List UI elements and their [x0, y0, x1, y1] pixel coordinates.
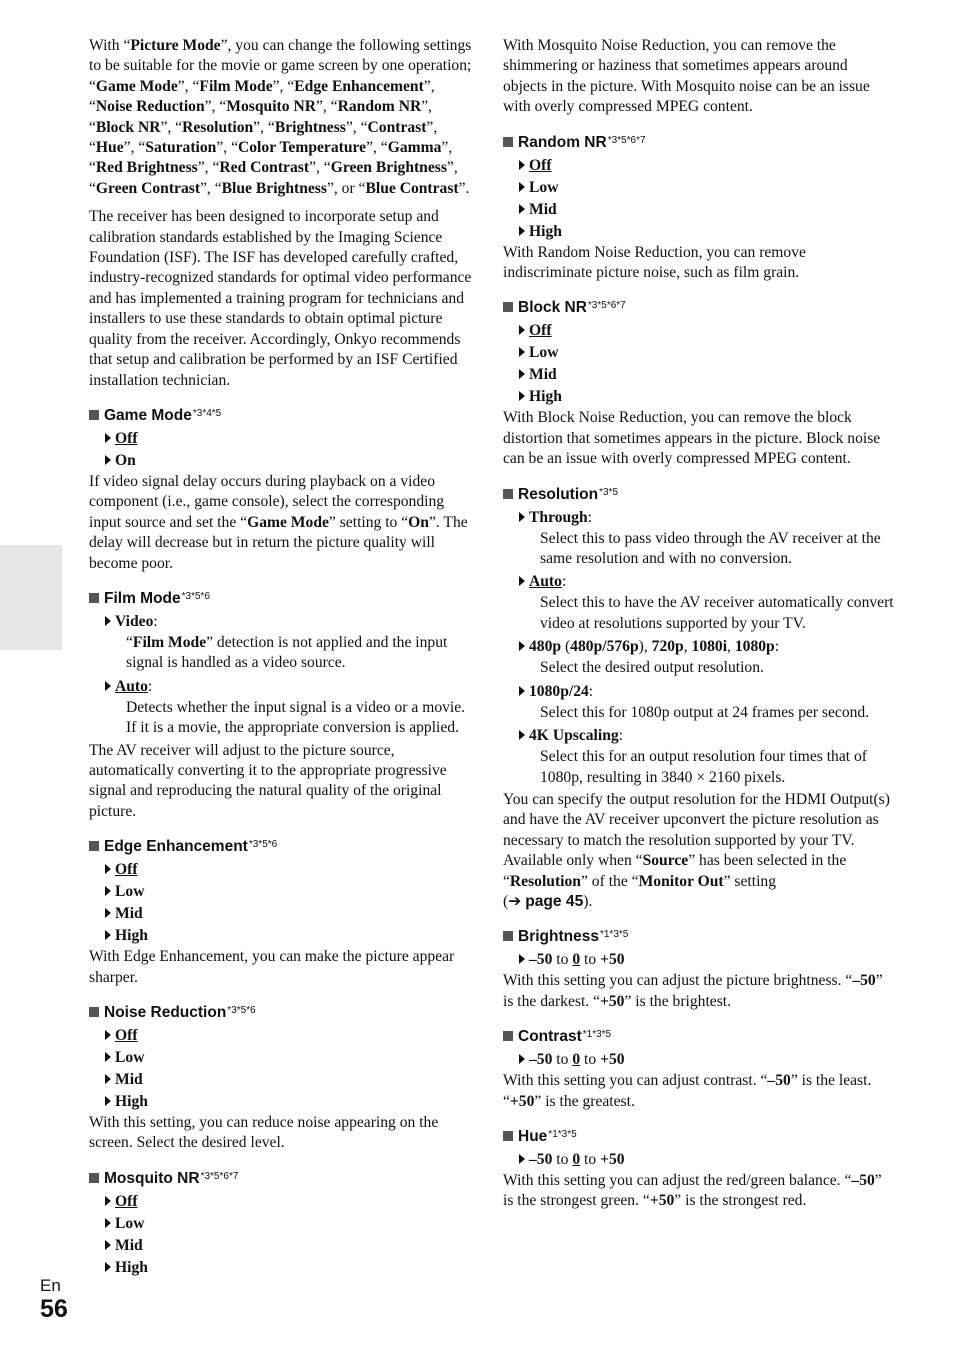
triangle-right-icon — [105, 1096, 111, 1106]
option-item: Low — [105, 881, 475, 903]
triangle-right-icon — [105, 433, 111, 443]
option-item: Off — [519, 155, 895, 177]
option-item: Off — [519, 320, 895, 342]
triangle-right-icon — [105, 1074, 111, 1084]
game-mode-description: If video signal delay occurs during playback on a video component (i.e., game console), select the corresponding input source and set the “Game Mode” setting to “On”. The delay will decrease but in return the picture quality will become poor. — [89, 472, 468, 572]
triangle-right-icon — [105, 1196, 111, 1206]
square-bullet-icon — [89, 841, 99, 851]
intro-paragraph: With “Picture Mode”, you can change the following settings to be suitable for the movie or game screen by one operation; “Game Mode”, “Film Mode”, “Edge Enhancement”, “Noise Reduction”, “Mosquito NR”, “Random NR”, “Block NR”, “Resolution”, “Brightness”, “Contrast”, “Hue”, “Saturation”, “Color Temperature”, “Gamma”, “Red Brightness”, “Red Contrast”, “Green Brightness”, “Green Contrast”, “Blue Brightness”, or “Blue Contrast”. — [89, 37, 472, 197]
triangle-right-icon — [105, 1240, 111, 1250]
option-item: Mid — [519, 199, 895, 221]
triangle-right-icon — [105, 616, 111, 626]
triangle-right-icon — [519, 325, 525, 335]
resolution-note: Available only when “Source” has been selected in the “Resolution” of the “Monitor Out” setting (➔ page 45). — [503, 852, 847, 910]
option-item: On — [105, 450, 475, 472]
triangle-right-icon — [519, 1154, 525, 1164]
option-item: Mid — [105, 1235, 475, 1257]
triangle-right-icon — [105, 930, 111, 940]
option-item: 4K Upscaling: — [519, 725, 895, 747]
triangle-right-icon — [519, 391, 525, 401]
film-mode-heading: Film Mode$^{*3*5*6}$ — [89, 587, 475, 609]
option-item: Auto: — [105, 676, 475, 698]
triangle-right-icon — [519, 160, 525, 170]
random-nr-description: With Random Noise Reduction, you can remove indiscriminate picture noise, such as film grain. — [503, 243, 806, 282]
triangle-right-icon — [105, 1262, 111, 1272]
range-item: –50 to 0 to +50 — [519, 949, 895, 971]
triangle-right-icon — [519, 369, 525, 379]
square-bullet-icon — [89, 593, 99, 603]
option-item: Low — [105, 1047, 475, 1069]
option-item: Mid — [519, 364, 895, 386]
option-item: Mid — [105, 1069, 475, 1091]
option-item: Low — [519, 342, 895, 364]
option-item: 1080p/24: — [519, 681, 895, 703]
square-bullet-icon — [89, 1173, 99, 1183]
range-item: –50 to 0 to +50 — [519, 1049, 895, 1071]
mosquito-nr-description: With Mosquito Noise Reduction, you can remove the shimmering or haziness that sometimes appears around objects in the picture. With Mosquito noise can be an issue with overly compressed MPEG content. — [503, 37, 870, 116]
random-nr-heading: Random $NR^{*3*5*6*7}$ — [503, 131, 895, 153]
brightness-description: With this setting you can adjust the picture brightness. “–50” is the darkest. “+50” is the brightest. — [503, 972, 883, 1010]
option-item: Off — [105, 1191, 475, 1213]
triangle-right-icon — [519, 576, 525, 586]
triangle-right-icon — [519, 730, 525, 740]
resolution-description: You can specify the output resolution for the HDMI Output(s) and have the AV receiver upconvert the picture resolution as necessary to match the resolution supported by your TV. — [503, 790, 890, 849]
contrast-heading: Contrast$^{*1*3*5}$ — [503, 1025, 895, 1047]
triangle-right-icon — [105, 1218, 111, 1228]
triangle-right-icon — [105, 908, 111, 918]
left-column — [89, 36, 475, 1279]
hue-description: With this setting you can adjust the red/green balance. “–50” is the strongest green. “+50” is the strongest red. — [503, 1171, 882, 1210]
option-description: Detects whether the input signal is a video or a movie. If it is a movie, the appropriate conversion is applied. — [126, 698, 466, 737]
option-item: High — [105, 925, 475, 947]
right-column — [503, 36, 895, 1220]
option-item: Through: — [519, 507, 895, 529]
option-item: Video: — [105, 611, 475, 633]
square-bullet-icon — [89, 410, 99, 420]
triangle-right-icon — [519, 1054, 525, 1064]
triangle-right-icon — [519, 226, 525, 236]
option-item: Auto: — [519, 571, 895, 593]
option-item: Low — [105, 1213, 475, 1235]
option-description: Select this for 1080p output at 24 frames per second. — [540, 703, 870, 721]
option-item: High — [105, 1257, 475, 1279]
triangle-right-icon — [519, 204, 525, 214]
language-label: En — [40, 1276, 61, 1295]
option-item: High — [105, 1091, 475, 1113]
page-link[interactable]: page 45 — [525, 892, 584, 910]
option-description: Select this to have the AV receiver automatically convert video at resolutions supported by your TV. — [540, 594, 894, 632]
brightness-heading: Brightness$^{*1*3*5}$ — [503, 925, 895, 947]
triangle-right-icon — [519, 641, 525, 651]
option-item: High — [519, 221, 895, 243]
resolution-heading: Resolution$^{*3*5}$ — [503, 483, 895, 505]
square-bullet-icon — [503, 1031, 513, 1041]
square-bullet-icon — [503, 1131, 513, 1141]
triangle-right-icon — [105, 681, 111, 691]
hue-heading: Hue$^{*1*3*5}$ — [503, 1125, 895, 1147]
film-mode-description: The AV receiver will adjust to the picture source, automatically converting it to the appropriate progressive signal and reproducing the natural quality of the original picture. — [89, 741, 447, 820]
noise-reduction-description: With this setting, you can reduce noise appearing on the screen. Select the desired level. — [89, 1114, 439, 1152]
option-item: High — [519, 386, 895, 408]
noise-reduction-heading: Noise Reduction$^{*3*5*6}$ — [89, 1001, 475, 1023]
isf-paragraph: The receiver has been designed to incorporate setup and calibration standards established by the Imaging Science Foundation (ISF). The ISF has developed carefully crafted, industry-recognized standards for optimal video performance and has implemented a training program for technicians and installers to use these standards to obtain optimal picture quality from the receiver. Accordingly, Onkyo recommends that setup and calibration be performed by an ISF Certified installation technician. — [89, 208, 472, 389]
triangle-right-icon — [105, 1052, 111, 1062]
arrow-right-icon: ➔ — [508, 892, 522, 910]
option-item: Off — [105, 1025, 475, 1047]
option-item: Mid — [105, 903, 475, 925]
option-description: “Film Mode” detection is not applied and the input signal is handled as a video source. — [126, 633, 448, 672]
option-description: Select this for an output resolution four times that of 1080p, resulting in 3840 × 2160 pixels. — [540, 748, 867, 786]
triangle-right-icon — [105, 864, 111, 874]
page-number: 56 — [40, 1295, 68, 1323]
option-item: 480p (480p/576p), 720p, 1080i, 1080p: — [519, 636, 895, 658]
section-tab — [0, 545, 62, 650]
triangle-right-icon — [519, 954, 525, 964]
game-mode-heading: Game Mode$^{*3*4*5}$ — [89, 404, 475, 426]
triangle-right-icon — [519, 686, 525, 696]
option-description: Select this to pass video through the AV receiver at the same resolution and with no conversion. — [540, 529, 881, 568]
edge-enhancement-description: With Edge Enhancement, you can make the picture appear sharper. — [89, 948, 455, 986]
square-bullet-icon — [503, 931, 513, 941]
range-item: –50 to 0 to +50 — [519, 1149, 895, 1171]
triangle-right-icon — [519, 347, 525, 357]
triangle-right-icon — [519, 182, 525, 192]
square-bullet-icon — [503, 137, 513, 147]
edge-enhancement-heading: Edge Enhancement$^{*3*5*6}$ — [89, 835, 475, 857]
triangle-right-icon — [105, 455, 111, 465]
page-footer — [40, 1276, 68, 1322]
triangle-right-icon — [105, 886, 111, 896]
option-description: Select the desired output resolution. — [540, 659, 764, 677]
square-bullet-icon — [89, 1007, 99, 1017]
option-item: Low — [519, 177, 895, 199]
option-item: Off — [105, 428, 475, 450]
block-nr-description: With Block Noise Reduction, you can remove the block distortion that sometimes appears in the picture. Block noise can be an issue with overly compressed MPEG content. — [503, 409, 881, 468]
triangle-right-icon — [105, 1030, 111, 1040]
square-bullet-icon — [503, 489, 513, 499]
mosquito-nr-heading: Mosquito $NR^{*3*5*6*7}$ — [89, 1167, 475, 1189]
option-item: Off — [105, 859, 475, 881]
block-nr-heading: Block $NR^{*3*5*6*7}$ — [503, 296, 895, 318]
contrast-description: With this setting you can adjust contrast. “–50” is the least. “+50” is the greatest. — [503, 1072, 872, 1110]
square-bullet-icon — [503, 302, 513, 312]
triangle-right-icon — [519, 512, 525, 522]
